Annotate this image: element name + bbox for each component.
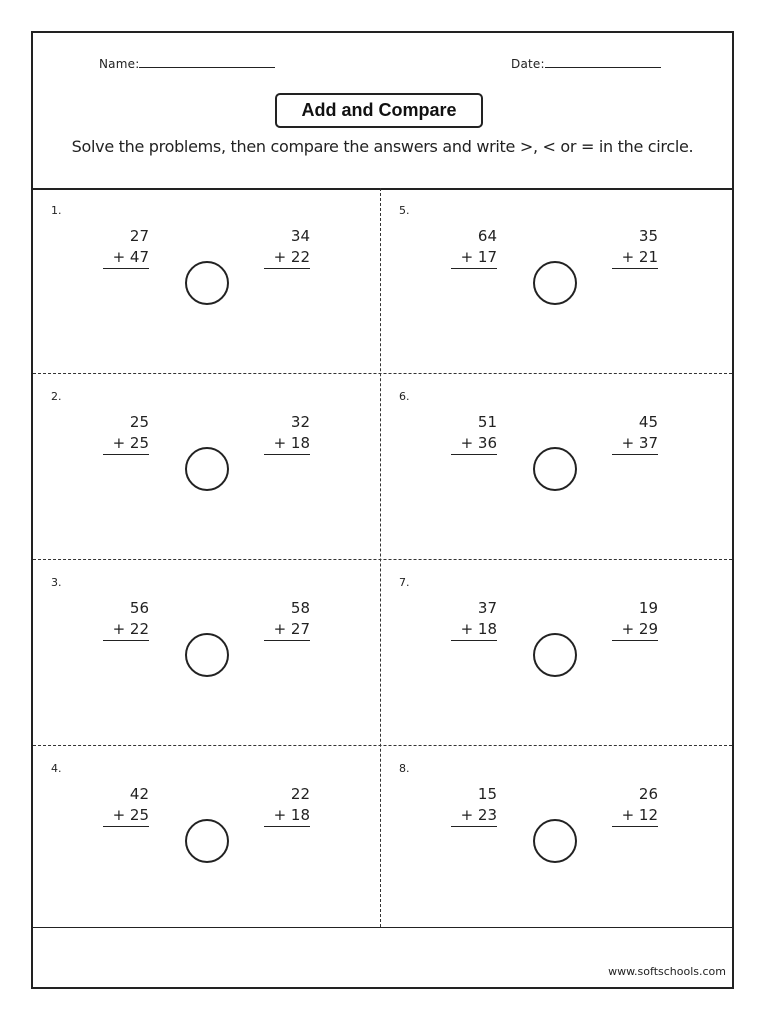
problem-grid — [33, 188, 732, 927]
instructions: Solve the problems, then compare the answers and write >, < or = in the circle. — [71, 137, 694, 156]
compare-circle[interactable] — [533, 261, 577, 305]
right-addend-top: 34 — [290, 227, 310, 245]
right-addend-bottom: + 29 — [612, 619, 658, 641]
right-addend-top: 19 — [638, 599, 658, 617]
left-addend-top: 15 — [477, 785, 497, 803]
left-addend-bottom: + 18 — [451, 619, 497, 641]
compare-circle[interactable] — [185, 447, 229, 491]
compare-circle[interactable] — [533, 633, 577, 677]
name-field — [99, 57, 275, 71]
problem-5 — [381, 188, 728, 373]
problem-8 — [381, 746, 728, 931]
date-label: Date: — [511, 57, 545, 71]
problem-number: 1. — [51, 204, 62, 217]
right-addend-top: 35 — [638, 227, 658, 245]
name-blank[interactable] — [139, 57, 275, 68]
right-addition — [612, 412, 658, 455]
left-addition — [451, 226, 497, 269]
compare-circle[interactable] — [185, 819, 229, 863]
left-addend-top: 27 — [129, 227, 149, 245]
left-addend-bottom: + 25 — [103, 805, 149, 827]
compare-circle[interactable] — [185, 261, 229, 305]
problem-6 — [381, 374, 728, 559]
right-addend-bottom: + 12 — [612, 805, 658, 827]
right-addition — [264, 598, 310, 641]
right-addition — [264, 784, 310, 827]
footer-divider — [33, 927, 732, 928]
problem-number: 8. — [399, 762, 410, 775]
problem-3 — [33, 560, 380, 745]
compare-circle[interactable] — [185, 633, 229, 677]
left-addend-bottom: + 17 — [451, 247, 497, 269]
left-addition — [451, 412, 497, 455]
right-addition — [612, 598, 658, 641]
problem-number: 5. — [399, 204, 410, 217]
right-addend-bottom: + 22 — [264, 247, 310, 269]
right-addend-bottom: + 27 — [264, 619, 310, 641]
right-addend-top: 22 — [290, 785, 310, 803]
left-addition — [103, 226, 149, 269]
left-addend-top: 56 — [129, 599, 149, 617]
compare-circle[interactable] — [533, 819, 577, 863]
right-addend-top: 32 — [290, 413, 310, 431]
worksheet-title: Add and Compare — [275, 93, 483, 128]
problem-1 — [33, 188, 380, 373]
problem-7 — [381, 560, 728, 745]
worksheet — [31, 31, 734, 989]
left-addition — [103, 412, 149, 455]
right-addition — [264, 226, 310, 269]
left-addend-bottom: + 47 — [103, 247, 149, 269]
problem-number: 7. — [399, 576, 410, 589]
left-addend-top: 64 — [477, 227, 497, 245]
left-addend-bottom: + 25 — [103, 433, 149, 455]
worksheet-header — [33, 33, 732, 190]
left-addend-bottom: + 36 — [451, 433, 497, 455]
date-field — [511, 57, 661, 71]
problem-number: 6. — [399, 390, 410, 403]
left-addend-bottom: + 22 — [103, 619, 149, 641]
left-addition — [451, 598, 497, 641]
date-blank[interactable] — [545, 57, 661, 68]
left-addend-top: 37 — [477, 599, 497, 617]
problem-4 — [33, 746, 380, 931]
problem-number: 2. — [51, 390, 62, 403]
left-addend-top: 25 — [129, 413, 149, 431]
problem-number: 3. — [51, 576, 62, 589]
right-addend-top: 58 — [290, 599, 310, 617]
left-addend-top: 42 — [129, 785, 149, 803]
left-addend-bottom: + 23 — [451, 805, 497, 827]
problem-2 — [33, 374, 380, 559]
left-addition — [103, 598, 149, 641]
right-addend-bottom: + 18 — [264, 805, 310, 827]
right-addend-top: 26 — [638, 785, 658, 803]
right-addend-bottom: + 21 — [612, 247, 658, 269]
right-addition — [612, 226, 658, 269]
right-addition — [264, 412, 310, 455]
right-addend-bottom: + 37 — [612, 433, 658, 455]
website-credit: www.softschools.com — [608, 965, 726, 978]
compare-circle[interactable] — [533, 447, 577, 491]
right-addend-bottom: + 18 — [264, 433, 310, 455]
right-addition — [612, 784, 658, 827]
left-addend-top: 51 — [477, 413, 497, 431]
left-addition — [103, 784, 149, 827]
problem-number: 4. — [51, 762, 62, 775]
left-addition — [451, 784, 497, 827]
name-label: Name: — [99, 57, 140, 71]
right-addend-top: 45 — [638, 413, 658, 431]
